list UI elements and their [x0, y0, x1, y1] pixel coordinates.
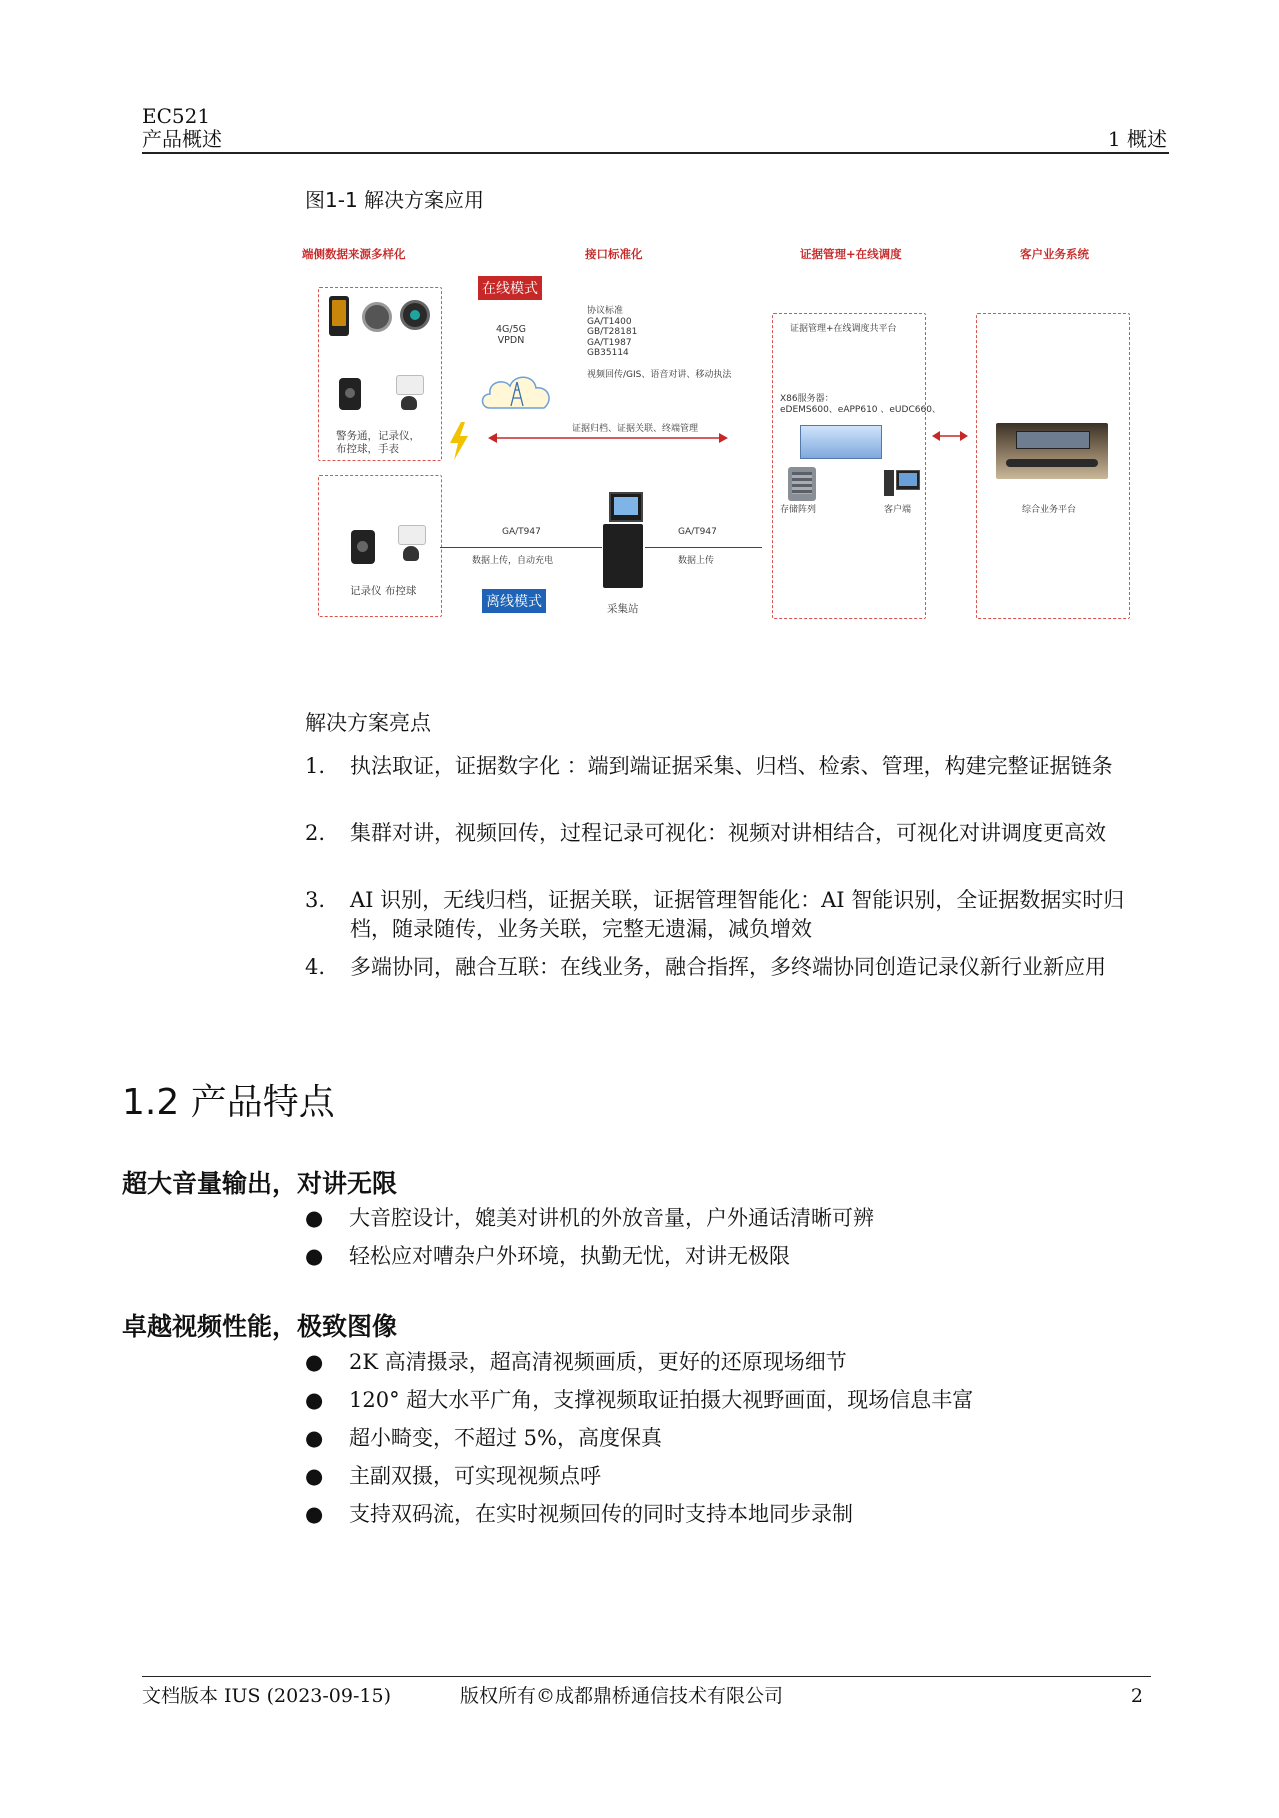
network-label: 4G/5G VPDN	[496, 324, 527, 346]
highlight-text: 多端协同，融合互联：在线业务，融合指挥，多终端协同创造记录仪新行业新应用	[350, 955, 1106, 979]
offline-line-right	[645, 547, 762, 548]
offline-std-left: GA/T947	[502, 527, 541, 537]
platform-business-arrow	[932, 428, 968, 444]
ptz-camera-icon	[396, 375, 422, 411]
body-camera-icon	[339, 378, 361, 410]
col-title-evidence: 证据管理+在线调度	[800, 247, 902, 261]
online-link-label: 证据归档、证据关联、终端管理	[572, 424, 699, 434]
smartwatch-icon	[362, 302, 392, 332]
bullet-item: ● 超小畸变，不超过 5%，高度保真	[305, 1426, 662, 1450]
bullet-text: 支持双码流，在实时视频回传的同时支持本地同步录制	[349, 1502, 853, 1526]
bullet-text: 120° 超大水平广角，支撑视频取证拍摄大视野画面，现场信息丰富	[349, 1388, 974, 1412]
highlights-title: 解决方案亮点	[305, 711, 431, 735]
header-chapter: 1 概述	[1107, 127, 1167, 151]
bullet-item: ● 2K 高清摄录，超高清视频画质，更好的还原现场细节	[305, 1350, 847, 1374]
online-services: 视频回传/GIS、语音对讲、移动执法	[587, 370, 732, 380]
client-label: 客户端	[884, 505, 912, 515]
smartphone-icon	[329, 296, 349, 336]
storage-array-icon	[788, 467, 816, 501]
header-rule	[142, 152, 1169, 154]
highlight-text: 执法取证，证据数字化 ：端到端证据采集、归档、检索、管理，构建完整证据链条	[350, 754, 1113, 778]
bullet-item: ● 120° 超大水平广角，支撑视频取证拍摄大视野画面，现场信息丰富	[305, 1388, 974, 1412]
highlight-item	[305, 886, 1155, 944]
client-pc-icon	[884, 470, 920, 500]
cloud-network-icon	[478, 368, 556, 416]
bullet-text: 超小畸变，不超过 5%，高度保真	[349, 1426, 662, 1450]
business-platform-label: 综合业务平台	[1022, 505, 1077, 515]
server-icon	[800, 425, 882, 459]
offline-desc-right: 数据上传	[678, 556, 715, 566]
bullet-item: ● 大音腔设计，媲美对讲机的外放音量，户外通话清晰可辨	[305, 1206, 874, 1230]
watch-icon	[400, 300, 430, 330]
lightning-icon	[448, 422, 470, 460]
station-label: 采集站	[607, 603, 639, 615]
bullet-text: 大音腔设计，媲美对讲机的外放音量，户外通话清晰可辨	[349, 1206, 874, 1230]
offline-devices-label: 记录仪 布控球	[350, 585, 417, 597]
offline-body-camera-icon	[351, 530, 375, 564]
offline-line-left	[440, 547, 602, 548]
offline-desc-left: 数据上传，自动充电	[472, 556, 554, 566]
bullet-text: 轻松应对嘈杂户外环境，执勤无忧，对讲无极限	[349, 1244, 790, 1268]
highlight-item	[305, 953, 1155, 982]
bullet-item: ● 支持双码流，在实时视频回传的同时支持本地同步录制	[305, 1502, 853, 1526]
highlight-item	[305, 752, 1155, 781]
subsection-title: 超大音量输出，对讲无限	[122, 1169, 398, 1198]
footer-rule	[142, 1676, 1151, 1677]
footer-version: 文档版本 IUS (2023-09-15)	[142, 1685, 391, 1707]
section-title: 1.2 产品特点	[122, 1082, 335, 1123]
doc-code: EC521	[142, 104, 211, 128]
highlight-number: 3.	[305, 888, 326, 912]
figure-caption: 图1-1 解决方案应用	[305, 188, 485, 212]
subsection-title: 卓越视频性能，极致图像	[122, 1312, 398, 1341]
offline-mode-badge: 离线模式	[482, 589, 546, 613]
bullet-text: 2K 高清摄录，超高清视频画质，更好的还原现场细节	[349, 1350, 847, 1374]
highlight-item	[305, 819, 1155, 848]
offline-std-right: GA/T947	[678, 527, 717, 537]
server-label: X86服务器： eDEMS600、eAPP610 、eUDC660、	[780, 394, 941, 415]
protocol-standards: 协议标准 GA/T1400 GB/T28181 GA/T1987 GB35114	[587, 306, 638, 358]
col-title-interface: 接口标准化	[585, 247, 643, 261]
storage-label: 存储阵列	[780, 505, 817, 515]
col-title-business: 客户业务系统	[1020, 247, 1089, 261]
bullet-item: ● 轻松应对嘈杂户外环境，执勤无忧，对讲无极限	[305, 1244, 790, 1268]
highlight-number: 2.	[305, 821, 326, 845]
header-section: 产品概述	[142, 127, 222, 151]
online-mode-badge: 在线模式	[478, 276, 542, 300]
platform-title: 证据管理+在线调度共平台	[790, 324, 897, 334]
col-title-source: 端侧数据来源多样化	[302, 247, 406, 261]
page-number: 2	[1130, 1685, 1143, 1707]
bullet-text: 主副双摄，可实现视频点呼	[349, 1464, 601, 1488]
command-center-image	[996, 423, 1108, 479]
highlight-text: 集群对讲，视频回传，过程记录可视化：视频对讲相结合，可视化对讲调度更高效	[350, 821, 1106, 845]
highlight-number: 1.	[305, 754, 326, 778]
offline-ptz-camera-icon	[398, 525, 424, 563]
highlight-number: 4.	[305, 955, 326, 979]
online-devices-label: 警务通，记录仪， 布控球，手表	[336, 430, 420, 455]
highlight-text: AI 识别，无线归档，证据关联，证据管理智能化：AI 智能识别，全证据数据实时归档，随录随传，业务关联，完整无遗漏，减负增效	[350, 888, 1125, 941]
footer-copyright: 版权所有©成都鼎桥通信技术有限公司	[460, 1685, 784, 1707]
platform-box	[772, 313, 926, 619]
collection-station-icon	[603, 492, 645, 586]
bullet-item: ● 主副双摄，可实现视频点呼	[305, 1464, 601, 1488]
